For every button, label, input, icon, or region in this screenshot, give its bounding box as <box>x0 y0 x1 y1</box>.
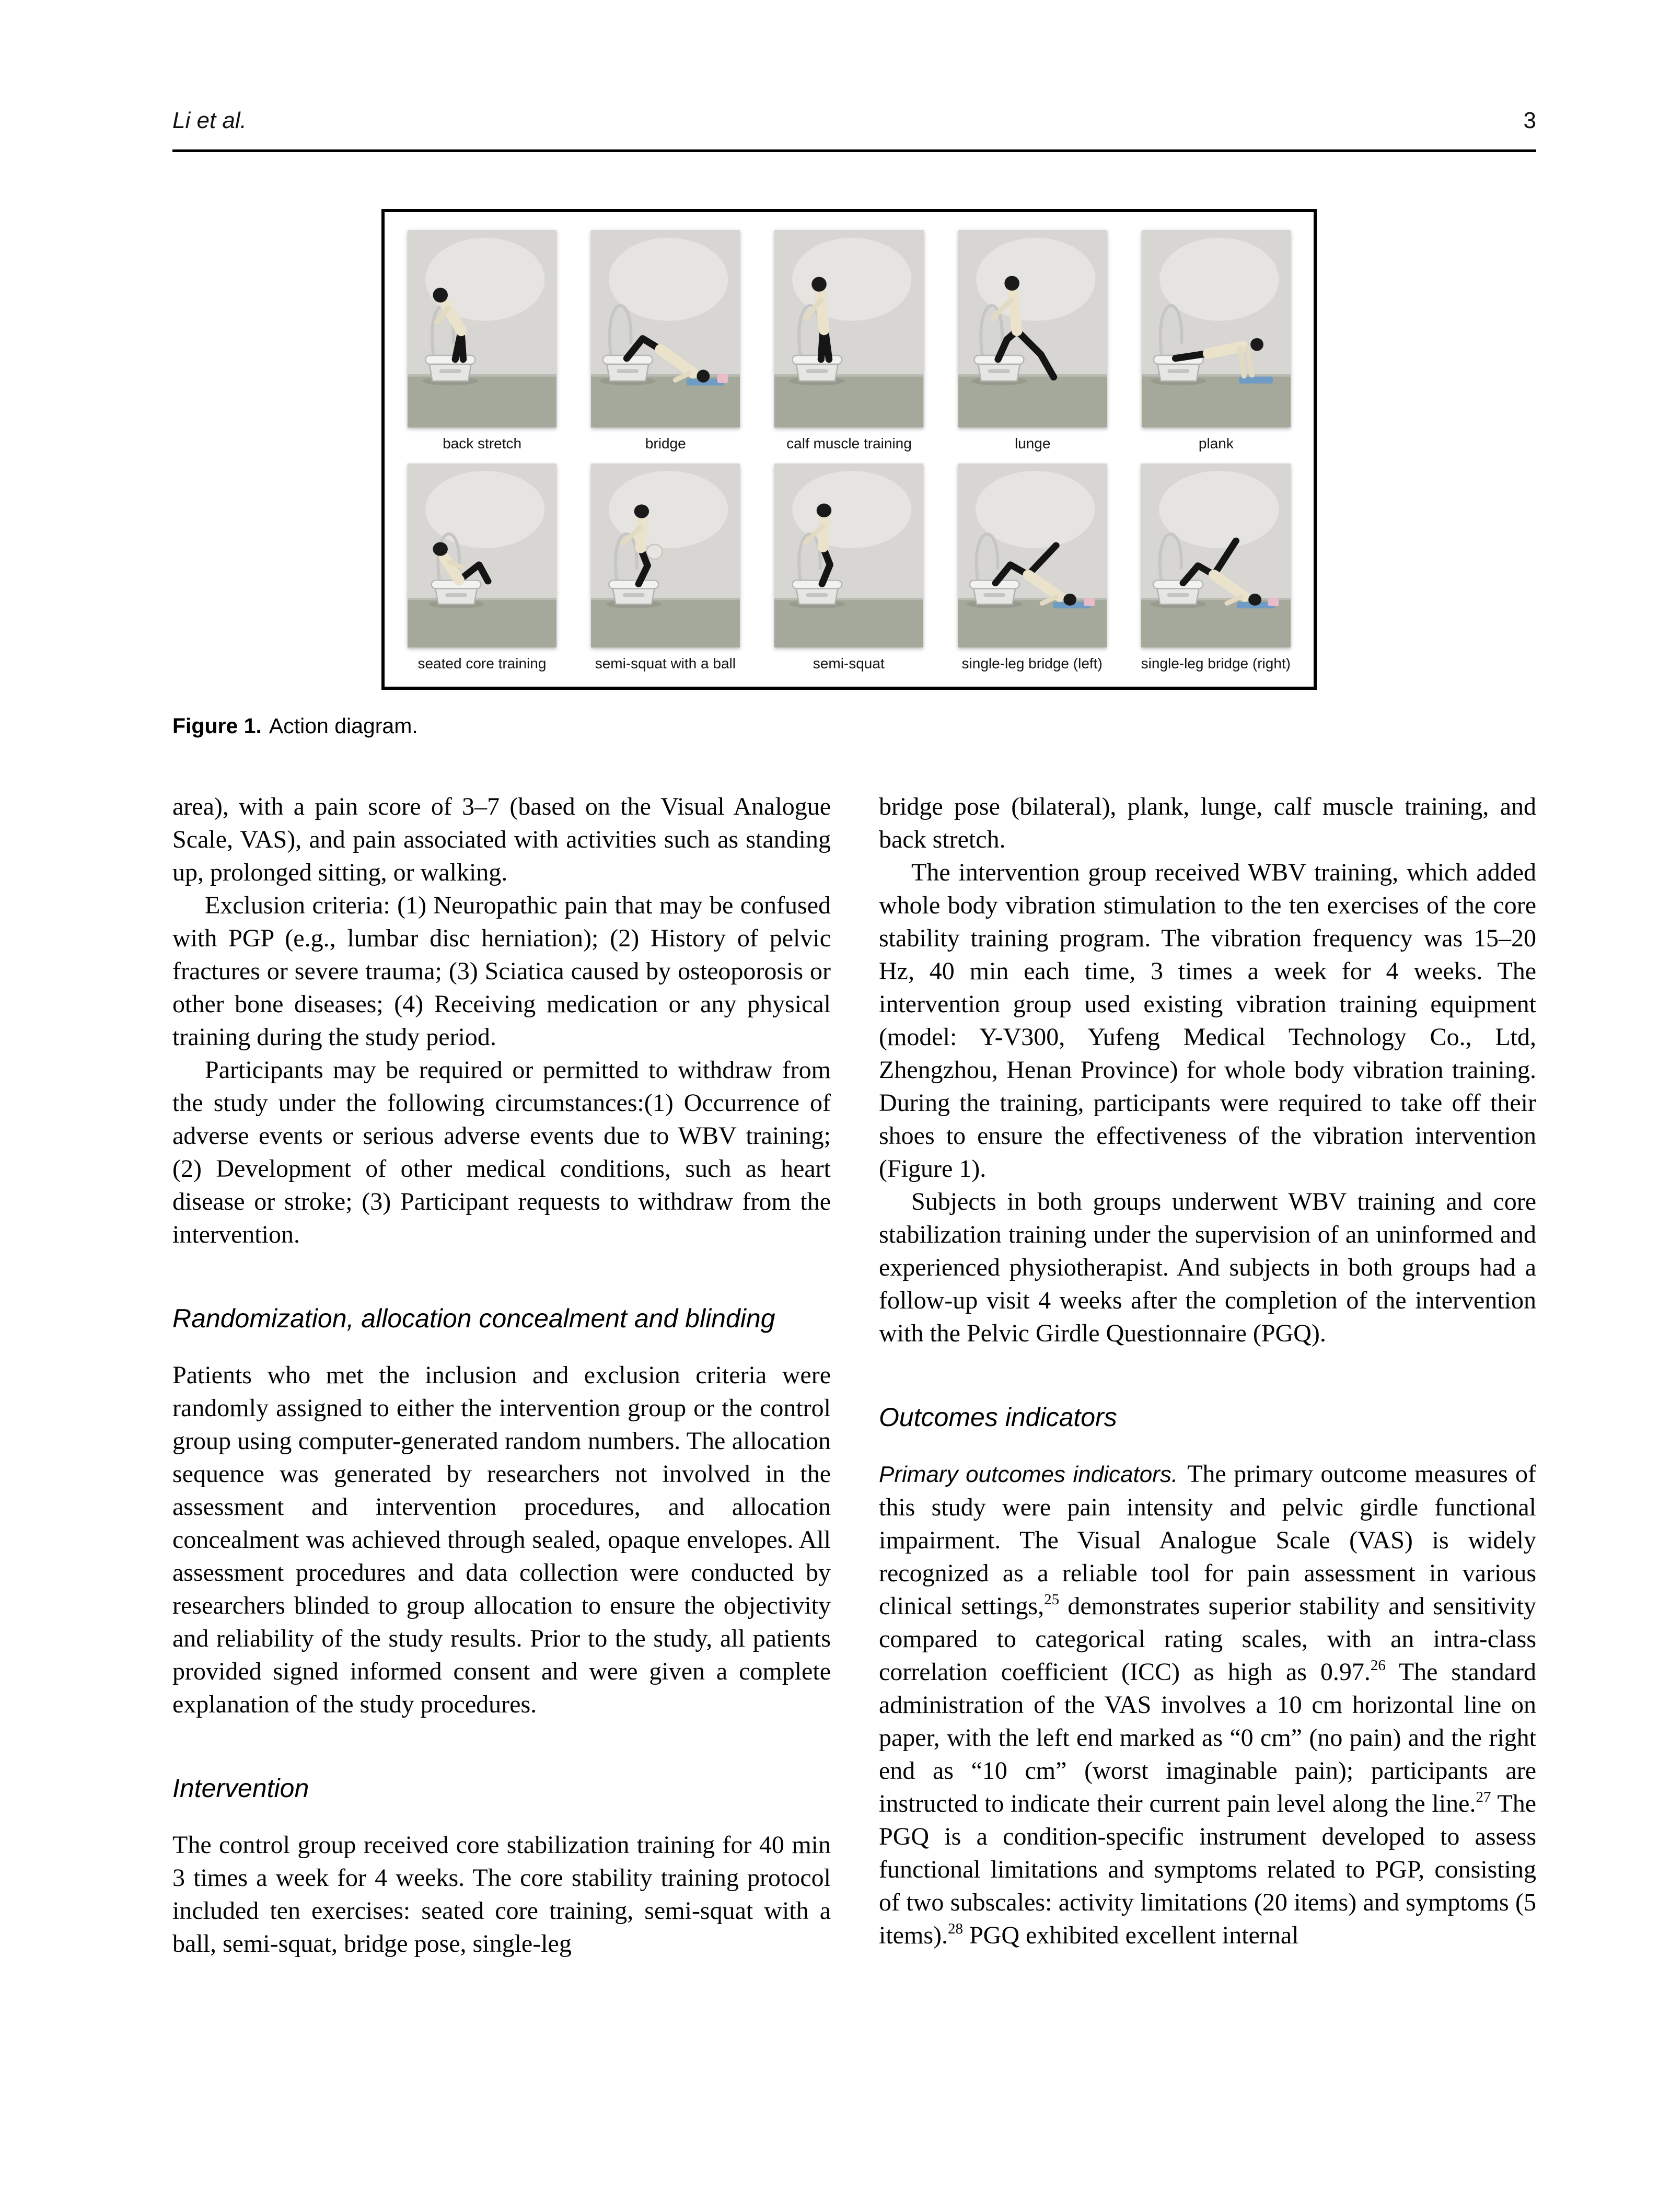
figure-cell <box>774 230 923 464</box>
reference-superscript: 25 <box>1044 1591 1060 1608</box>
exercise-label: back stretch <box>443 435 522 451</box>
exercise-photo-calf <box>774 230 923 427</box>
figure-row-2 <box>408 464 1291 684</box>
paragraph-primary-outcomes <box>879 1457 1536 1952</box>
reference-superscript: 27 <box>1476 1789 1491 1805</box>
figure-cell <box>1142 230 1291 464</box>
figure-cell <box>958 464 1107 684</box>
run-in-subheading: Primary outcomes indicators. <box>879 1462 1178 1487</box>
section-heading-intervention: Intervention <box>172 1774 309 1803</box>
exercise-photo-back-stretch <box>408 230 556 427</box>
exercise-photo-semi-squat <box>774 464 923 647</box>
reference-superscript: 26 <box>1370 1657 1386 1674</box>
exercise-photo-plank <box>1142 230 1291 427</box>
figure-cell <box>774 464 923 684</box>
exercise-label: single-leg bridge (left) <box>961 655 1103 671</box>
paragraph-wbv-group: The intervention group received WBV training, which added whole body vibration stimulation to the ten exercises of the core stability training program. The vibration frequency was 15–20 Hz, 40 min each time, 3 times a week for 4 weeks. The intervention group used existing vibration training equipment (model: Y-V300, Yufeng Medical Technology Co., Ltd, Zhengzhou, Henan Province) for whole body vibration training. During the training, participants were required to take off their shoes to ensure the effectiveness of the vibration intervention (Figure 1). <box>879 859 1536 1183</box>
paragraph-withdrawal: Participants may be required or permitted to withdraw from the study under the following circumstances:(1) Occurrence of adverse events or serious adverse events due to WBV training; (2) Development of other medical conditions, such as heart disease or stroke; (3) Participant requests to withdraw from the intervention. <box>172 1056 831 1248</box>
header-rule <box>172 149 1536 152</box>
section-heading-randomization: Randomization, allocation concealment and blinding <box>172 1304 775 1333</box>
figure-cell <box>958 230 1107 464</box>
running-head: Li et al. <box>172 108 247 133</box>
figure-row-1 <box>408 230 1291 464</box>
paragraph-primary-outcomes-text: The primary outcome measures of this study were pain intensity and pelvic girdle functional impairment. The Visual Analogue Scale (VAS) is widely recognized as a reliable tool for pain assessment in various clinical settings,$^{25}$ demonstrates superior stability and sensitivity compared to categorical rating scales, with an intra-class correlation coefficient (ICC) as high as 0.97.26 The standard administration of the VAS involves a 10 cm horizontal line on paper, with the left end marked as “0 cm” (no pain) and the right end as “10 cm” (worst imaginable pain); participants are instructed to indicate their current pain level along the line.$^{27}$ The PGQ is a condition-specific instrument developed to assess functional limitations and symptoms related to PGP, consisting of two subscales: activity limitations (20 items) and symptoms (5 items).$^{28}$ PGQ exhibited excellent internal <box>879 1460 1537 1949</box>
figure-caption-text: Action diagram. <box>269 714 418 738</box>
exercise-label: lunge <box>1014 435 1051 451</box>
exercise-photo-bridge <box>591 230 740 427</box>
figure-cell <box>1141 464 1291 684</box>
figure-caption-label: Figure 1. <box>172 714 262 738</box>
paragraph-supervision: Subjects in both groups underwent WBV training and core stabilization training under the supervision of an uninformed and experienced physiotherapist. And subjects in both groups had a follow-up visit 4 weeks after the completion of the intervention with the Pelvic Girdle Questionnaire (PGQ). <box>879 1188 1536 1347</box>
exercise-label: plank <box>1198 435 1234 451</box>
paragraph-exclusion-criteria: Exclusion criteria: (1) Neuropathic pain that may be confused with PGP (e.g., lumbar disc herniation); (2) History of pelvic fractures or severe trauma; (3) Sciatica caused by osteoporosis or other bone diseases; (4) Receiving medication or any physical training during the study period. <box>172 891 831 1051</box>
paragraph-randomization: Patients who met the inclusion and exclusion criteria were randomly assigned to either the intervention group or the control group using computer-generated random numbers. The allocation sequence was generated by researchers not involved in the assessment and intervention procedures, and allocation concealment was achieved through sealed, opaque envelopes. All assessment procedures and data collection were conducted by researchers blinded to group allocation to ensure the objectivity and reliability of the study results. Prior to the study, all patients provided signed informed consent and were given a complete explanation of the study procedures. <box>172 1361 831 1718</box>
exercise-label: calf muscle training <box>786 435 912 451</box>
right-column <box>879 790 1536 1952</box>
exercise-label: single-leg bridge (right) <box>1141 655 1291 671</box>
paragraph: bridge pose (bilateral), plank, lunge, calf muscle training, and back stretch. <box>879 793 1536 853</box>
left-column <box>172 790 831 1960</box>
figure-cell <box>591 464 740 684</box>
section-heading-outcomes: Outcomes indicators <box>879 1403 1117 1432</box>
figure-caption <box>172 714 418 738</box>
exercise-label: semi-squat <box>813 655 885 671</box>
exercise-photo-single-leg-bridge-right <box>1141 464 1291 647</box>
exercise-label: semi-squat with a ball <box>595 655 736 671</box>
figure-cell <box>591 230 740 464</box>
exercise-label: seated core training <box>417 655 547 671</box>
page-number: 3 <box>1523 108 1536 133</box>
figure-cell <box>408 230 556 464</box>
exercise-photo-single-leg-bridge-left <box>958 464 1107 647</box>
exercise-photo-seated-core <box>408 464 556 647</box>
paragraph: area), with a pain score of 3–7 (based on the Visual Analogue Scale, VAS), and pain associated with activities such as standing up, prolonged sitting, or walking. <box>172 793 831 886</box>
exercise-label: bridge <box>645 435 686 451</box>
exercise-photo-lunge <box>958 230 1107 427</box>
exercise-photo-semi-squat-ball <box>591 464 740 647</box>
paragraph-intervention: The control group received core stabilization training for 40 min 3 times a week for 4 weeks. The core stability training protocol included ten exercises: seated core training, semi-squat with a ball, semi-squat, bridge pose, single-leg <box>172 1831 831 1958</box>
figure-1 <box>381 209 1317 690</box>
figure-cell <box>408 464 556 684</box>
reference-superscript: 28 <box>947 1920 963 1937</box>
